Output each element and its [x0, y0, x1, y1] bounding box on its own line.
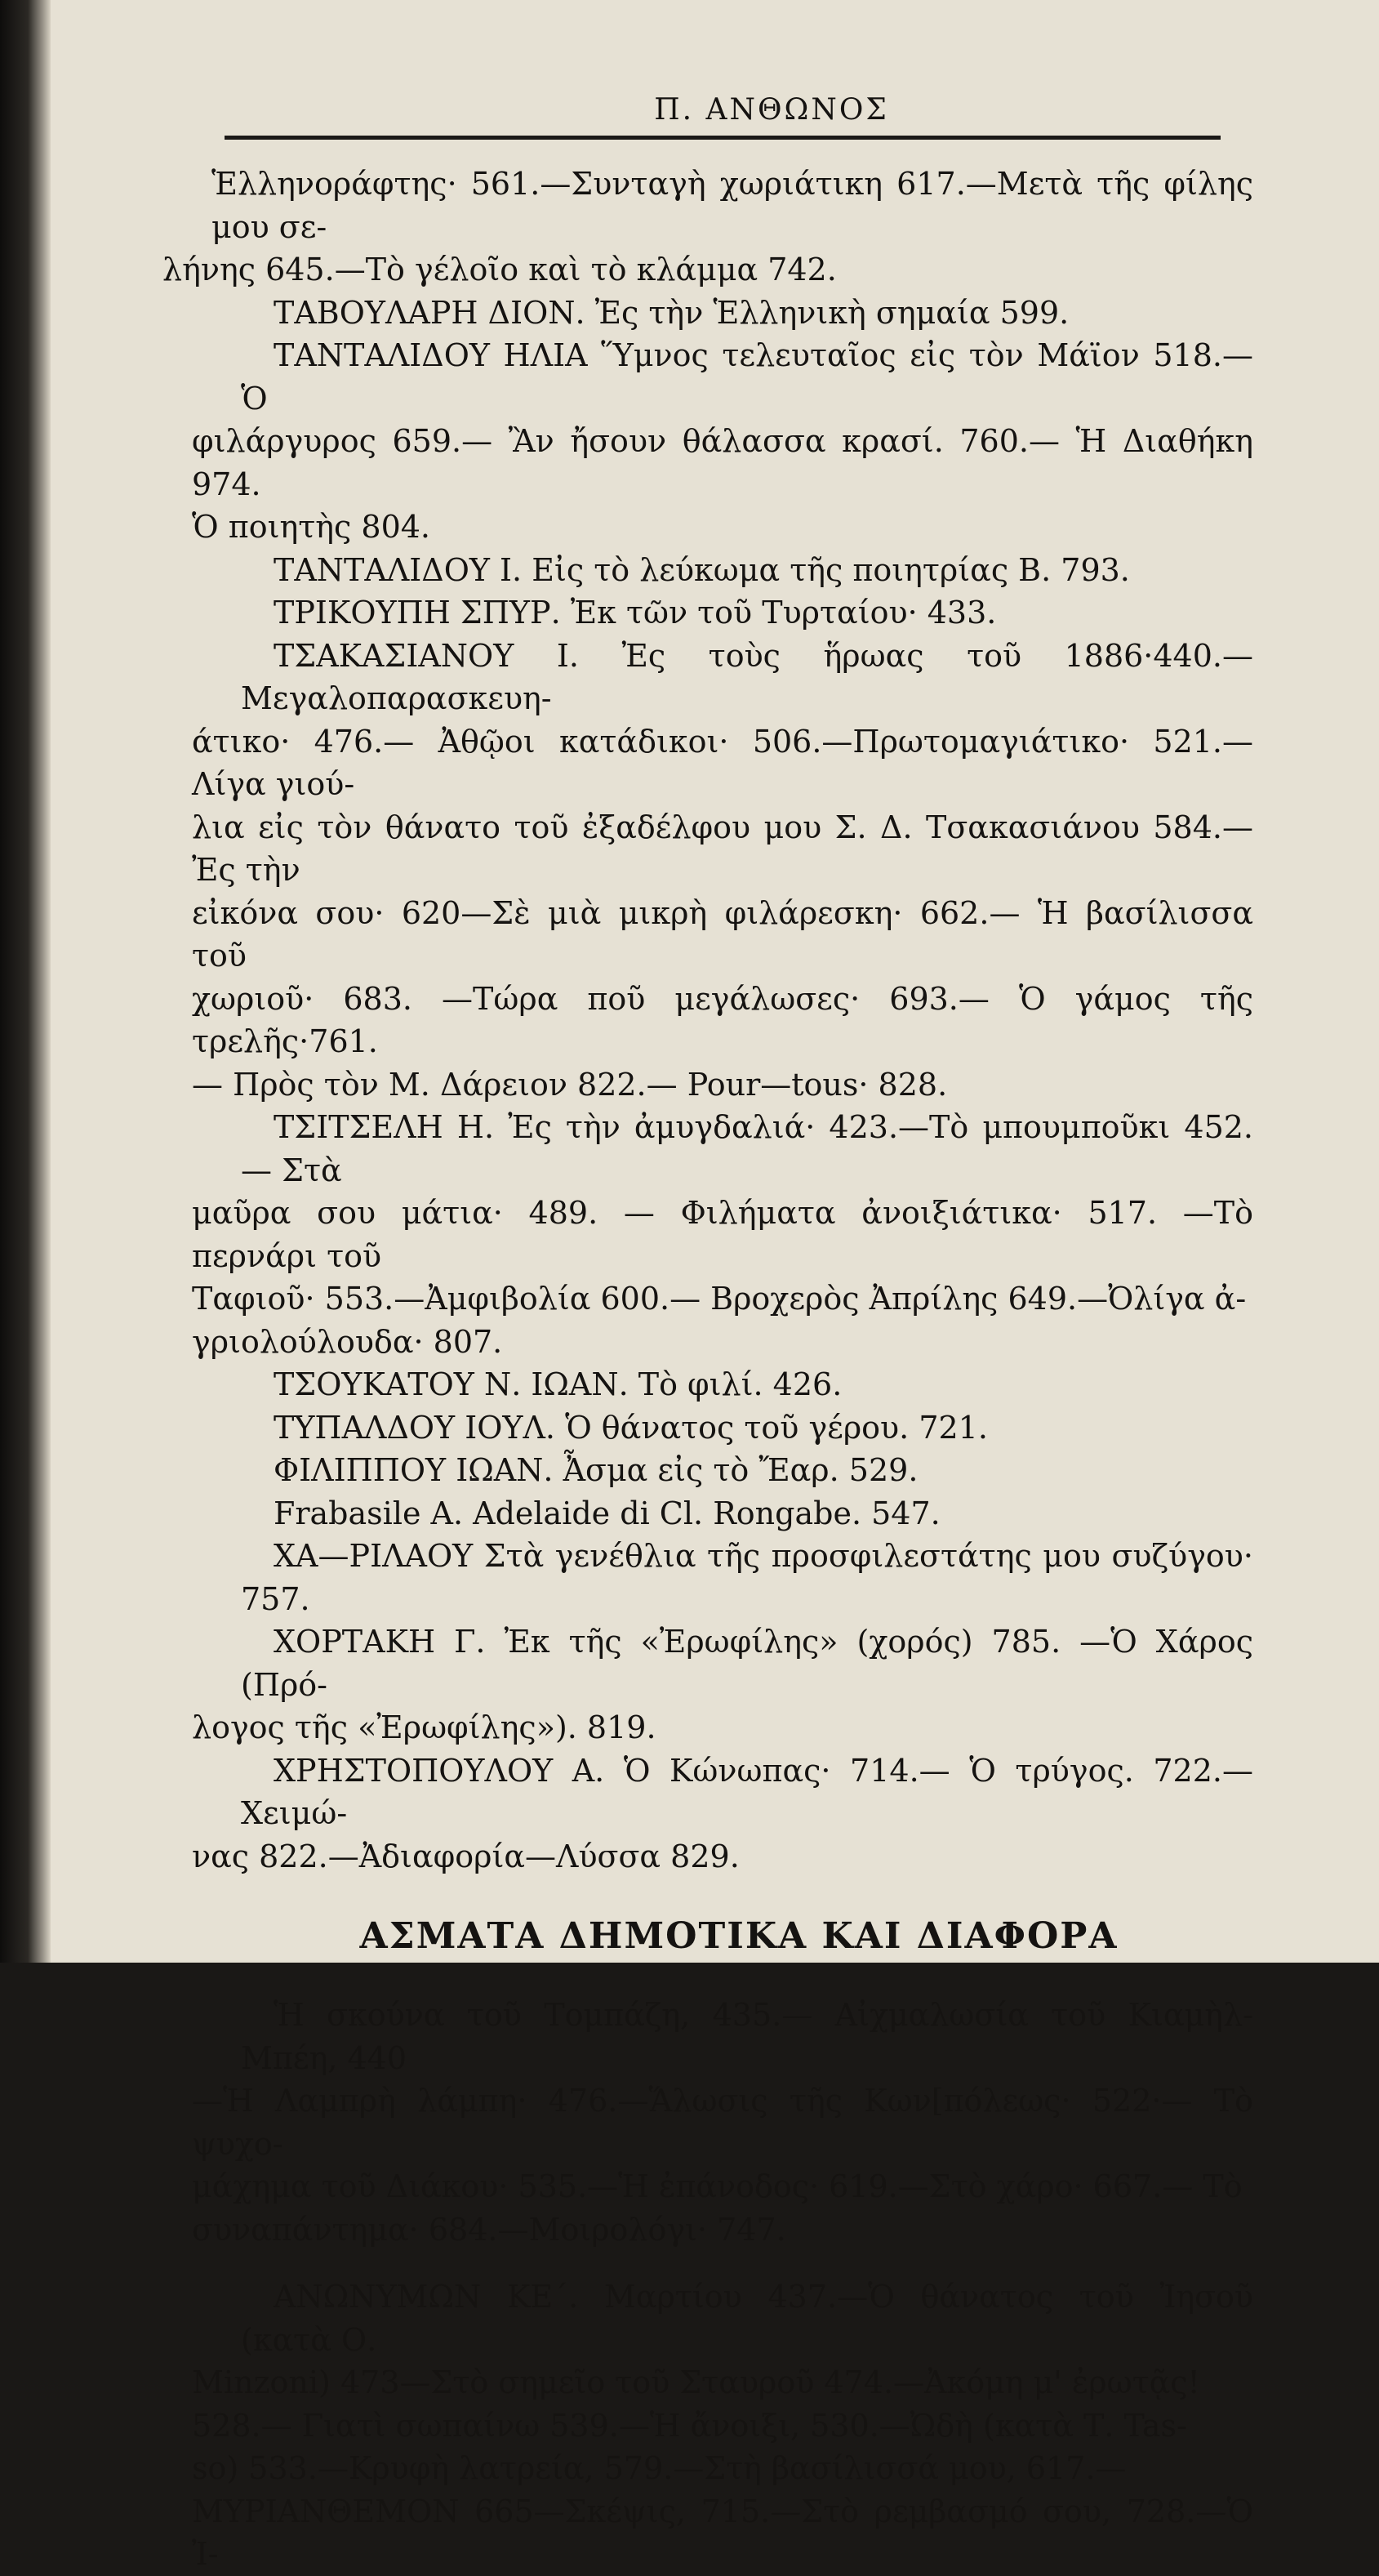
running-head: Π. ΑΝΘΩΝΟΣ — [654, 93, 889, 127]
entry-first-line: ΑΝΩΝΥΜΩΝ ΚΕ΄. Μαρτίου 437.—Ὁ θάνατος τοῦ Ἰησοῦ (κατὰ Ο. — [241, 2279, 1253, 2358]
index-entry — [192, 635, 1253, 1107]
header-rule — [225, 136, 1221, 140]
index-entry — [192, 549, 1253, 592]
entry-first-line: ΤΣΑΚΑΣΙΑΝΟΥ Ι. Ἐς τοὺς ἥρωας τοῦ 1886·440.—Μεγαλοπαρασκευη- — [241, 637, 1253, 716]
entry-continuation-line: λια εἰς τὸν θάνατο τοῦ ἐξαδέλφου μου Σ. Δ. Τσακασιάνου 584.— Ἐς τὴν — [192, 809, 1253, 888]
index-entry — [192, 292, 1253, 335]
index-entry — [192, 1363, 1253, 1406]
entry-first-line: ΤΣΟΥΚΑΤΟΥ Ν. ΙΩΑΝ. Τὸ φιλί. 426. — [274, 1366, 843, 1402]
entry-continuation-line: Ταφιοῦ· 553.—Ἀμφιβολία 600.— Βροχερὸς Ἀπρίλης 649.—Ὀλίγα ἀ- — [192, 1281, 1247, 1317]
entry-continuation-line: —Ἡ Λαμπρὴ λάμπη· 476.—Ἅλωσις τῆς Κων[πόλεως· 522·— Τὸ ψυχο- — [192, 2083, 1253, 2162]
index-entry — [192, 1406, 1253, 1450]
entry-first-line: ΧΡΗΣΤΟΠΟΥΛΟΥ Α. Ὁ Κώνωπας· 714.— Ὁ τρύγος. 722.— Χειμώ- — [241, 1752, 1253, 1831]
index-entry — [192, 1492, 1253, 1535]
entry-first-line: ΤΡΙΚΟΥΠΗ ΣΠΥΡ. Ἐκ τῶν τοῦ Τυρταίου· 433. — [274, 595, 997, 631]
entry-continuation-line: so) 533.—Κρυφὴ λατρεία, 579.—Στὴ βασίλισσά μου, 617.— — [192, 2450, 1127, 2486]
entry-first-line: ΤΣΙΤΣΕΛΗ Η. Ἐς τὴν ἀμυγδαλιά· 423.—Τὸ μπουμποῦκι 452.— Στὰ — [241, 1109, 1253, 1188]
entry-continuation-line: φιλάργυρος 659.— Ἂν ἤσουν θάλασσα κρασί. 760.— Ἡ Διαθήκη 974. — [192, 423, 1253, 502]
index-entry — [192, 591, 1253, 635]
entry-continuation-line: λογος τῆς «Ἐρωφίλης»). 819. — [192, 1709, 656, 1745]
entry-first-line: ΤΑΒΟΥΛΑΡΗ ΔΙΟΝ. Ἐς τὴν Ἑλληνικὴ σημαία 599. — [274, 294, 1070, 331]
entry-continuation-line: μαῦρα σου μάτια· 489. — Φιλήματα ἀνοιξιάτικα· 517. —Τὸ περνάρι τοῦ — [192, 1195, 1253, 1274]
entry-continuation-line: λήνης 645.—Τὸ γέλοῖο καὶ τὸ κλάμμα 742. — [162, 252, 837, 287]
index-entry — [192, 1749, 1253, 1879]
entry-continuation-line: νας 822.—Ἀδιαφορία—Λύσσα 829. — [192, 1838, 740, 1874]
index-entries — [162, 163, 1253, 1878]
entry-first-line: Ἡ σκούνα τοῦ Τομπάζη, 435.— Αἰχμαλωσία τοῦ Κιαμὴλ-Μπέη, 440 — [241, 1997, 1253, 2076]
entry-first-line: Ἑλληνοράφτης· 561.—Συνταγὴ χωριάτικη 617.—Μετὰ τῆς φίλης μου σε- — [211, 166, 1253, 245]
entry-continuation-line: γριολούλουδα· 807. — [192, 1323, 503, 1360]
entry-continuation-line: Ὁ ποιητὴς 804. — [192, 509, 431, 545]
index-entry — [192, 1106, 1253, 1363]
entry-continuation-line: — Πρὸς τὸν Μ. Δάρειον 822.— Pour—tous· 828. — [192, 1066, 948, 1103]
entry-first-line: ΦΙΛΙΠΠΟΥ ΙΩΑΝ. Ἆσμα εἰς τὸ Ἔαρ. 529. — [274, 1452, 919, 1488]
entry-first-line: Frabasile A. Adelaide di Cl. Rongabe. 547. — [274, 1495, 941, 1531]
index-entry — [192, 1620, 1253, 1749]
entry-continuation-line: συναπάντημα· 684.—Μοιρολόγι· 747. — [192, 2211, 786, 2248]
section-entries — [192, 1994, 1253, 2576]
entry-continuation-line: 528.— Γιατὶ σωπαίνω 539.—Ἡ ἄνοιξι, 530.—Ὠδὴ (κατὰ Τ. Tas- — [192, 2407, 1187, 2444]
index-entry — [162, 163, 1253, 292]
entry-first-line: ΤΥΠΑΛΔΟΥ ΙΟΥΛ. Ὁ θάνατος τοῦ γέρου. 721. — [274, 1409, 988, 1446]
entry-continuation-line: μάχημα τοῦ Διάκου· 535.—Ἡ ἐπάνοδος· 619.—Στὸ χάρο· 667.— Τὸ — [192, 2168, 1243, 2204]
entry-continuation-line: εἰκόνα σου· 620—Σὲ μιὰ μικρὴ φιλάρεσκη· 662.— Ἡ βασίλισσα τοῦ — [192, 894, 1253, 974]
entry-continuation-line: Minzoni) 473—Στὸ σημεῖο τοῦ Σταυροῦ 474.—Ἀκόμη μ' ἐρωτᾷς! — [192, 2364, 1200, 2400]
section-title: ΑΣΜΑΤΑ ΔΗΜΟΤΙΚΑ ΚΑΙ ΔΙΑΦΟΡΑ — [359, 1915, 1119, 1957]
index-entry — [192, 2275, 1253, 2576]
entry-first-line: ΤΑΝΤΑΛΙΔΟΥ ΗΛΙΑ Ὕμνος τελευταῖος εἰς τὸν Μάϊον 518.— Ὁ — [241, 337, 1253, 417]
entry-continuation-line: ΜΥΡΙΑΝΘΕΜΟΝ 665—Σκέψις, 715.—Στὸ ρεμβασμό σου, 728.—Ὁ Ἰ- — [192, 2493, 1253, 2572]
entry-continuation-line: άτικο· 476.— Ἀθῷοι κατάδικοι· 506.—Πρωτομαγιάτικο· 521.—Λίγα γιού- — [192, 723, 1253, 802]
entry-first-line: ΧΟΡΤΑΚΗ Γ. Ἐκ τῆς «Ἐρωφίλης» (χορός) 785. —Ὁ Χάρος (Πρό- — [241, 1624, 1253, 1703]
index-entry — [192, 1994, 1253, 2251]
index-entry — [192, 1535, 1253, 1620]
index-entry — [192, 334, 1253, 549]
index-entry — [192, 1449, 1253, 1492]
entry-continuation-line: χωριοῦ· 683. —Τώρα ποῦ μεγάλωσες· 693.— Ὁ γάμος τῆς τρελῆς·761. — [192, 980, 1253, 1059]
book-gutter-shadow — [0, 0, 51, 1963]
entry-first-line: ΧΑ—ΡΙΛΑΟΥ Στὰ γενέθλια τῆς προσφιλεστάτης μου συζύγου· 757. — [241, 1538, 1253, 1617]
entry-first-line: ΤΑΝΤΑΛΙΔΟΥ Ι. Εἰς τὸ λεύκωμα τῆς ποιητρίας Β. 793. — [274, 551, 1130, 588]
page-body — [162, 90, 1253, 2576]
